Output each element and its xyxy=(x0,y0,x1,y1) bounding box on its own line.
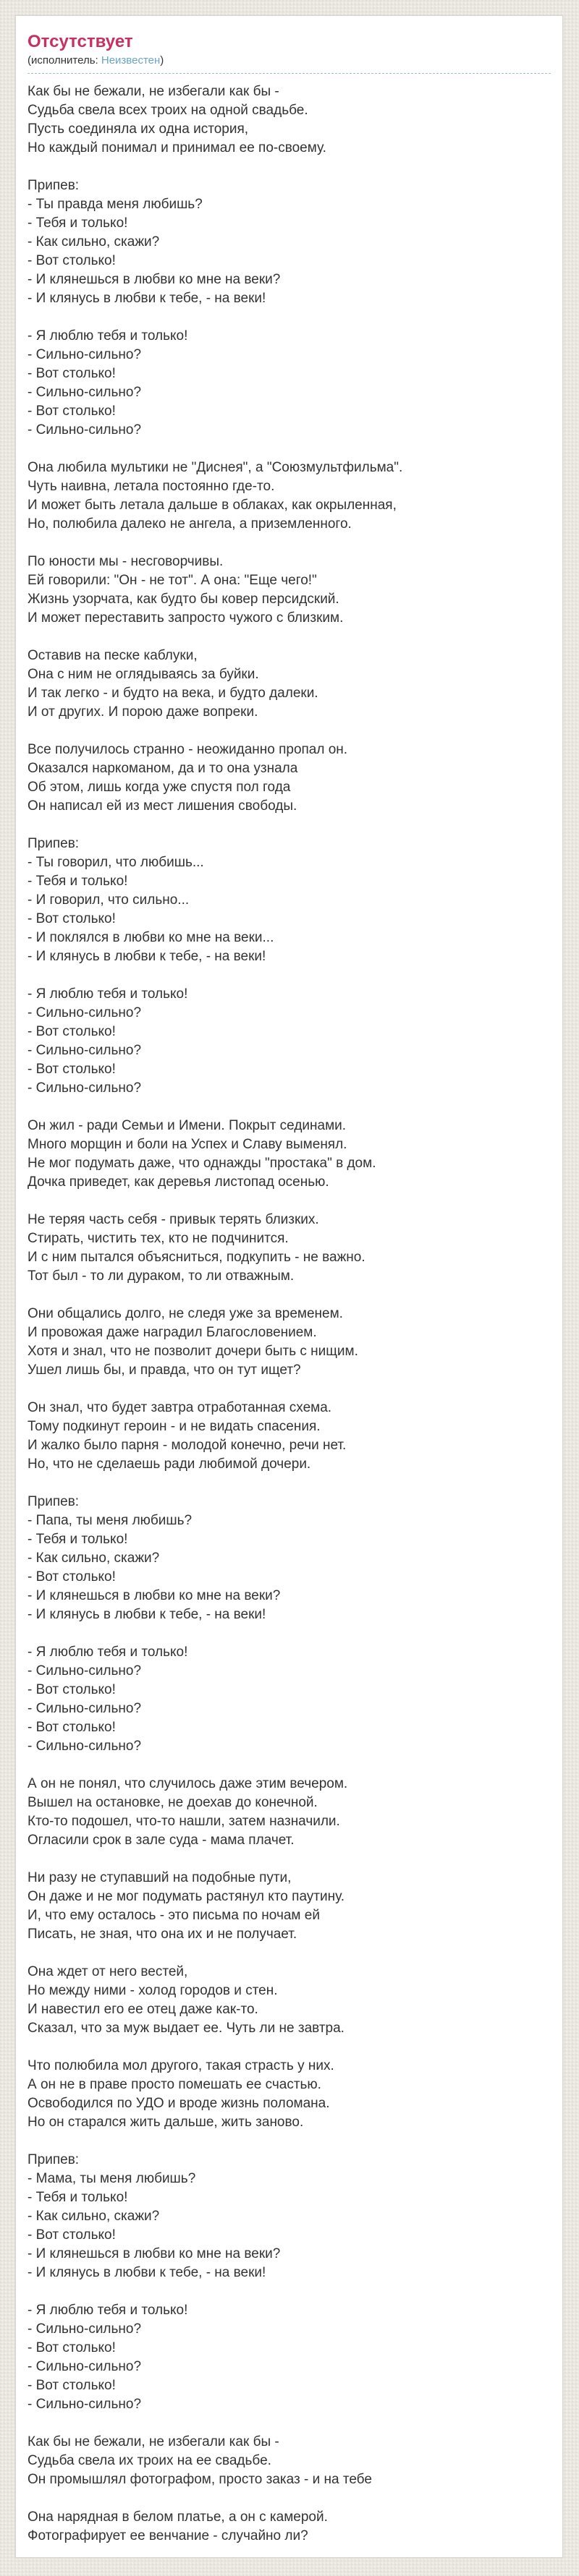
artist-link[interactable]: Неизвестен xyxy=(101,54,161,67)
lyrics-text: Как бы не бежали, не избегали как бы - Судьба свела всех троих на одной свадьбе. Пусть соединяла их одна история, Но каждый понимал и принимал ее по-своему. Припев: - Ты правда меня любишь? - Тебя и только! - Как сильно, скажи? - Вот столько! - И клянешься в любви ко мне на веки? - И клянусь в любви к тебе, - на веки! - Я люблю тебя и только! - Сильно-сильно? - Вот столько! - Сильно-сильно? - Вот столько! - Сильно-сильно? Она любила мультики не "Диснея", а "Союзмультфильма". Чуть наивна, летала постоянно где-то. И может быть летала дальше в облаках, как окрыленная, Но, полюбила далеко не ангела, а приземленного. По юности мы - несговорчивы. Ей говорили: "Он - не тот". А она: "Еще чего!" Жизнь узорчата, как будто бы ковер персидский. И может переставить запросто чужого с близким. Оставив на песке каблуки, Она с ним не оглядываясь за буйки. И так легко - и будто на века, и будто далеки. И от других. И порою даже вопреки. Все получилось странно - неожиданно пропал он. Оказался наркоманом, да и то она узнала Об этом, лишь когда уже спустя пол года Он написал ей из мест лишения свободы. Припев: - Ты говорил, что любишь... - Тебя и только! - И говорил, что сильно... - Вот столько! - И поклялся в любви ко мне на веки... - И клянусь в любви к тебе, - на веки! - Я люблю тебя и только! - Сильно-сильно? - Вот столько! - Сильно-сильно? - Вот столько! - Сильно-сильно? Он жил - ради Семьи и Имени. Покрыт сединами. Много морщин и боли на Успех и Славу выменял. Не мог подумать даже, что однажды "простака" в дом. Дочка приведет, как деревья листопад осенью. Не теряя часть себя - привык терять близких. Стирать, чистить тех, кто не подчинится. И с ним пытался объясниться, подкупить - не важно. Тот был - то ли дураком, то ли отважным. Они общались долго, не следя уже за временем. И провожая даже наградил Благословением. Хотя и знал, что не позволит дочери быть с нищим. Ушел лишь бы, и правда, что он тут ищет? Он знал, что будет завтра отработанная схема. Тому подкинут героин - и не видать спасения. И жалко было парня - молодой конечно, речи нет. Но, что не сделаешь ради любимой дочери. Припев: - Папа, ты меня любишь? - Тебя и только! - Как сильно, скажи? - Вот столько! - И клянешься в любви ко мне на веки? - И клянусь в любви к тебе, - на веки! - Я люблю тебя и только! - Сильно-сильно? - Вот столько! - Сильно-сильно? - Вот столько! - Сильно-сильно? А он не понял, что случилось даже этим вечером. Вышел на остановке, не доехав до конечной. Кто-то подошел, что-то нашли, затем назначили. Огласили срок в зале суда - мама плачет. Ни разу не ступавший на подобные пути, Он даже и не мог подумать растянул кто паутину. И, что ему осталось - это письма по ночам ей Писать, не зная, что она их и не получает. Она ждет от него вестей, Но между ними - холод городов и стен. И навестил его ее отец даже как-то. Сказал, что за муж выдает ее. Чуть ли не завтра. Что полюбила мол другого, такая страсть у них. А он не в праве просто помешать ее счастью. Освободился по УДО и вроде жизнь поломана. Но он старался жить дальше, жить заново. Припев: - Мама, ты меня любишь? - Тебя и только! - Как сильно, скажи? - Вот столько! - И клянешься в любви ко мне на веки? - И клянусь в любви к тебе, - на веки! - Я люблю тебя и только! - Сильно-сильно? - Вот столько! - Сильно-сильно? - Вот столько! - Сильно-сильно? Как бы не бежали, не избегали как бы - Судьба свела их троих на ее свадьбе. Он промышлял фотографом, просто заказ - и на тебе Она нарядная в белом платье, а он с камерой. Фотографирует ее венчание - случайно ли? xyxy=(28,84,403,2543)
card-header xyxy=(28,32,551,74)
artist-label-open: (исполнитель: xyxy=(28,54,101,67)
artist-line xyxy=(28,54,551,68)
lyrics-card xyxy=(15,15,563,2558)
song-title: Отсутствует xyxy=(28,32,133,51)
artist-label-close: ) xyxy=(160,54,164,67)
